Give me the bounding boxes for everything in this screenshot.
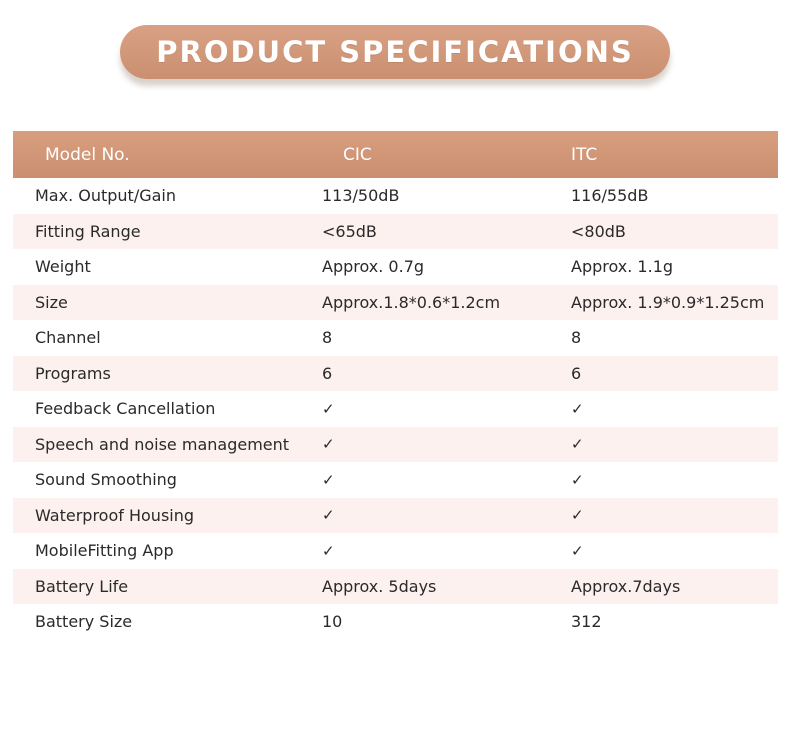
cic-value: Approx. 0.7g (322, 257, 425, 277)
cic-value: Approx. 5days (322, 576, 437, 596)
itc-value: Approx.7days (571, 576, 681, 596)
cic-value: Approx.1.8*0.6*1.2cm (322, 292, 501, 312)
cic-value: 113/50dB (322, 186, 400, 206)
check-icon: ✓ (571, 399, 584, 418)
title-banner (120, 25, 670, 79)
table-row (13, 569, 778, 605)
cic-value: 6 (322, 363, 333, 383)
row-label: Battery Size (35, 612, 133, 632)
table-row (13, 249, 778, 285)
table-row (13, 356, 778, 392)
check-icon: ✓ (322, 470, 335, 489)
cic-value: <65dB (322, 221, 377, 241)
check-icon: ✓ (571, 506, 584, 525)
row-label: Max. Output/Gain (35, 186, 177, 206)
table-row (13, 178, 778, 214)
row-label: Speech and noise management (35, 434, 290, 454)
row-label: MobileFitting App (35, 541, 174, 561)
table-row (13, 533, 778, 569)
header-itc: ITC (571, 144, 598, 165)
itc-value: Approx. 1.9*0.9*1.25cm (571, 292, 765, 312)
table-row (13, 498, 778, 534)
cic-value: 8 (322, 328, 333, 348)
row-label: Waterproof Housing (35, 505, 195, 525)
check-icon: ✓ (322, 435, 335, 454)
check-icon: ✓ (322, 541, 335, 560)
itc-value: 116/55dB (571, 186, 649, 206)
row-label: Fitting Range (35, 221, 141, 241)
spec-table (13, 131, 778, 640)
table-row (13, 285, 778, 321)
check-icon: ✓ (571, 541, 584, 560)
itc-value: <80dB (571, 221, 626, 241)
check-icon: ✓ (322, 399, 335, 418)
row-label: Channel (35, 328, 101, 348)
table-row (13, 604, 778, 640)
row-label: Programs (35, 363, 111, 383)
itc-value: 8 (571, 328, 582, 348)
row-label: Feedback Cancellation (35, 399, 216, 419)
itc-value: 6 (571, 363, 582, 383)
header-model-no: Model No. (45, 144, 130, 165)
check-icon: ✓ (571, 435, 584, 454)
row-label: Weight (35, 257, 91, 277)
table-row (13, 462, 778, 498)
row-label: Size (35, 292, 68, 312)
table-row (13, 214, 778, 250)
table-row (13, 391, 778, 427)
itc-value: Approx. 1.1g (571, 257, 674, 277)
check-icon: ✓ (322, 506, 335, 525)
table-row (13, 320, 778, 356)
row-label: Sound Smoothing (35, 470, 177, 490)
page-title: PRODUCT SPECIFICATIONS (156, 35, 634, 69)
row-label: Battery Life (35, 576, 129, 596)
check-icon: ✓ (571, 470, 584, 489)
itc-value: 312 (571, 612, 602, 632)
table-row (13, 427, 778, 463)
cic-value: 10 (322, 612, 343, 632)
table-header (13, 131, 778, 178)
header-cic: CIC (343, 144, 372, 165)
